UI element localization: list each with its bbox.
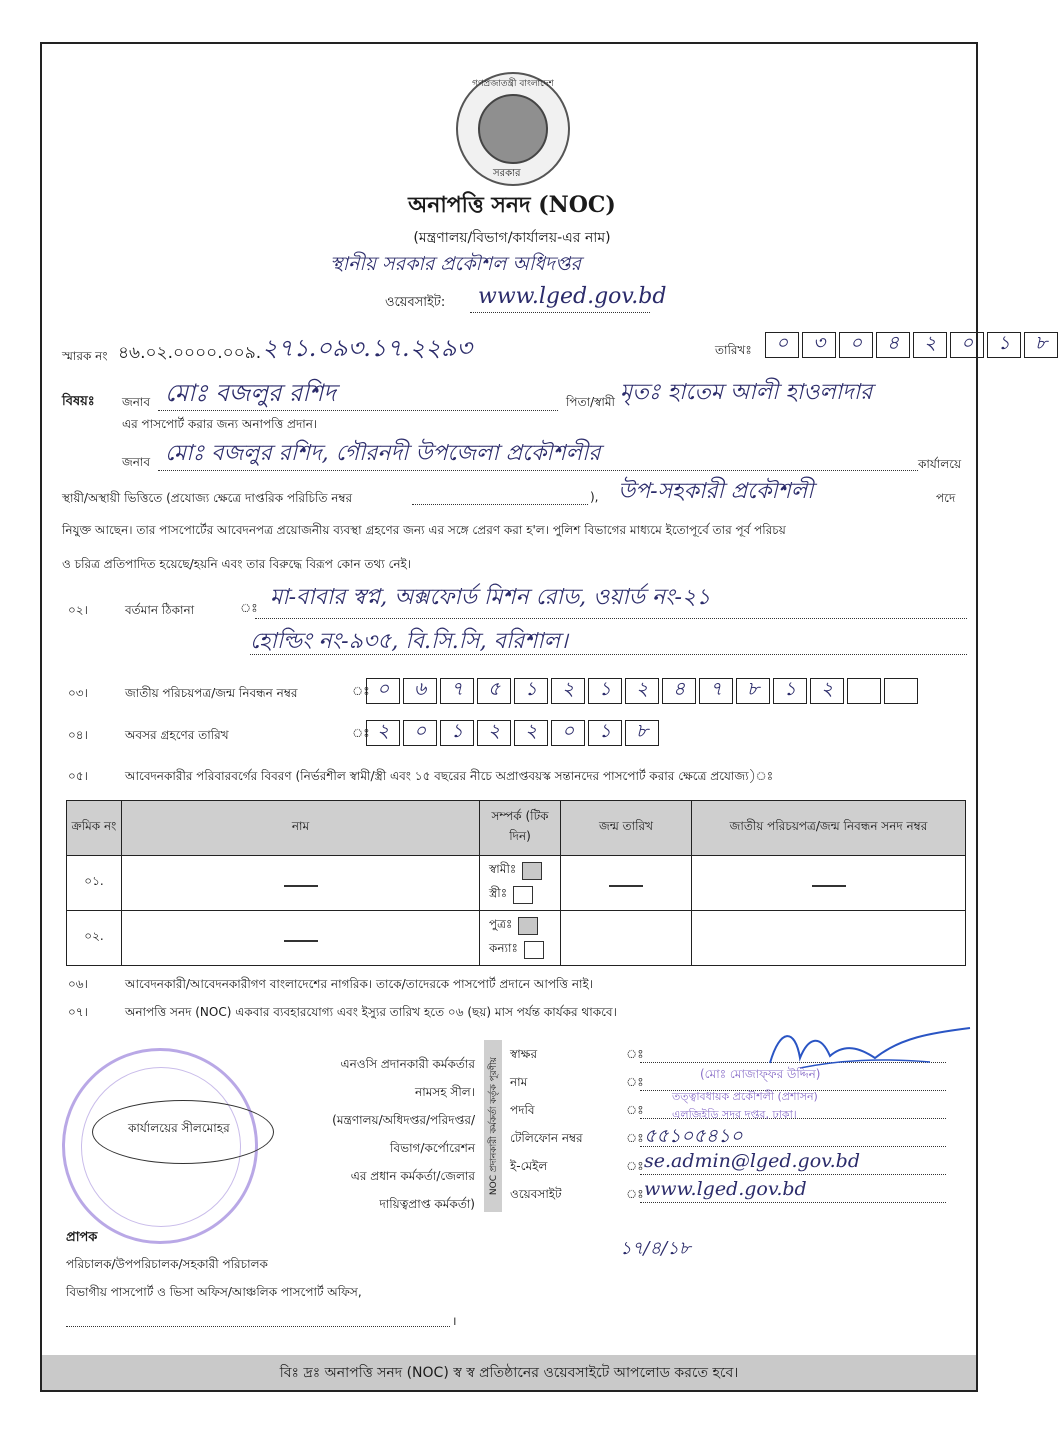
row1-dob [561, 856, 692, 911]
col-name: নাম [122, 801, 480, 856]
memo-date-digit-box: ০ [839, 332, 873, 358]
son-checkbox[interactable] [518, 917, 538, 935]
daughter-checkbox[interactable] [524, 941, 544, 959]
signatory-field-label: ওয়েবসাইট [510, 1187, 562, 1201]
item03-colon: ঃ [352, 684, 370, 698]
nid-number-boxes [366, 678, 921, 704]
signatory-field-line [640, 1174, 946, 1175]
signatory-field-label: ই-মেইল [510, 1159, 548, 1173]
item04-label: অবসর গ্রহণের তারিখ [125, 728, 229, 742]
signatory-field-colon: ঃ [626, 1159, 644, 1173]
family-table [66, 800, 966, 966]
nid-digit-box: ২ [551, 678, 585, 704]
memo-date-digit-box: ১ [987, 332, 1021, 358]
nid-digit-box: ১ [773, 678, 807, 704]
nid-digit-box [884, 678, 918, 704]
recipient-line3-dots [66, 1326, 450, 1327]
office-seal-label: কার্যালয়ের সীলমোহর [128, 1121, 230, 1135]
nid-digit-box: ৮ [736, 678, 770, 704]
row2-serial: ০২. [67, 911, 122, 966]
stamp-name: (মোঃ মোজাফ্ফর উদ্দিন) [700, 1067, 821, 1081]
recipient-line3-end: । [452, 1314, 457, 1328]
retire-date-digit-box: ২ [477, 720, 511, 746]
website-label: ওয়েবসাইট: [385, 295, 446, 310]
retire-date-digit-box: ৮ [625, 720, 659, 746]
nid-digit-box: ১ [588, 678, 622, 704]
address-line2-dots [250, 654, 967, 655]
subject-label: বিষয়ঃ [62, 394, 95, 409]
col-dob: জন্ম তারিখ [561, 801, 692, 856]
item03-label: জাতীয় পরিচয়পত্র/জন্ম নিবন্ধন নম্বর [125, 686, 298, 700]
item02-label: বর্তমান ঠিকানা [125, 603, 195, 617]
rel-husband-label: স্বামীঃ [489, 862, 517, 876]
nid-digit-box [847, 678, 881, 704]
memo-date-digit-box: ৩ [802, 332, 836, 358]
retire-date-digit-box: ১ [440, 720, 474, 746]
body-line2: স্থায়ী/অস্থায়ী ভিত্তিতে (প্রযোজ্য ক্ষেত্রে দাপ্তরিক পরিচিতি নম্বর [62, 491, 353, 505]
pode-label: পদে [936, 491, 956, 505]
memo-printed: ৪৬.০২.০০০০.০০৯. [118, 343, 262, 363]
recipient-line1: পরিচালক/উপপরিচালক/সহকারী পরিচালক [66, 1257, 268, 1271]
signatory-field-colon: ঃ [626, 1103, 644, 1117]
item04-colon: ঃ [352, 726, 370, 740]
body-para: নিযুক্ত আছেন। তার পাসপোর্টের আবেদনপত্র প্রয়োজনীয় ব্যবস্থা গ্রহণের জন্য এর সঙ্গে প্রেরণ করা হ'ল। পুলিশ বিভাগের মাধ্যমে ইতোপূর্বে তার পূর্ব পরিচয় [62, 523, 786, 537]
nid-digit-box: ৫ [477, 678, 511, 704]
retire-date-digit-box: ২ [366, 720, 400, 746]
government-emblem [456, 72, 570, 186]
memo-label: স্মারক নং [62, 349, 108, 363]
item04-num: ০৪। [68, 728, 88, 742]
item05-num: ০৫। [68, 769, 88, 783]
row2-dob [561, 911, 692, 966]
memo-date-digit-box: ৪ [876, 332, 910, 358]
memo-date-digit-box: ০ [950, 332, 984, 358]
note07-num: ০৭। [68, 1005, 88, 1019]
signatory-field-label: টেলিফোন নম্বর [510, 1131, 583, 1145]
note06-num: ০৬। [68, 977, 88, 991]
retirement-date-boxes [366, 720, 662, 746]
signatory-line-3: (মন্ত্রণালয়/অধিদপ্তর/পরিদপ্তর/ [332, 1113, 475, 1127]
initial-date: ১৭/৪/১৮ [620, 1238, 691, 1259]
footer-text: বিঃ দ্রঃ অনাপত্তি সনদ (NOC) স্ব স্ব প্রতিষ্ঠানের ওয়েবসাইটে আপলোড করতে হবে। [279, 1364, 739, 1381]
signatory-line-4: বিভাগ/কর্পোরেশন [390, 1141, 475, 1155]
signatory-line-5: এর প্রধান কর্মকর্তা/জেলার [350, 1169, 475, 1183]
retire-date-digit-box: ০ [551, 720, 585, 746]
karyaloy-label: কার্যালয়ে [918, 457, 962, 471]
memo-date-digit-box: ২ [913, 332, 947, 358]
body-name: মোঃ বজলুর রশিদ, গৌরনদী উপজেলা প্রকৌশলীর [165, 441, 601, 466]
note07: অনাপত্তি সনদ (NOC) একবার ব্যবহারযোগ্য এবং ইস্যুর তারিখ হতে ০৬ (ছয়) মাস পর্যন্ত কার্যকর থাকবে। [125, 1005, 617, 1019]
memo-date-digit-box: ০ [765, 332, 799, 358]
col-serial: ক্রমিক নং [67, 801, 122, 856]
signatory-field-value: www.lged.gov.bd [644, 1178, 807, 1200]
row1-name [122, 856, 480, 911]
body-name-line [158, 470, 918, 471]
date-label: তারিখঃ [715, 343, 752, 357]
rel-wife-label: স্ত্রীঃ [489, 886, 508, 900]
signatory-field-colon: ঃ [626, 1187, 644, 1201]
stamp-designation: তত্ত্বাবধায়ক প্রকৌশলী (প্রশাসন) [672, 1090, 818, 1103]
noc-strip-text: NOC প্রদানকারী কর্মকর্তা কর্তৃক পূরণীয় [488, 1056, 499, 1196]
signatory-line-1: এনওসি প্রদানকারী কর্মকর্তার [340, 1057, 475, 1071]
address-line1: মা-বাবার স্বপ্ন, অক্সফোর্ড মিশন রোড, ওয়ার্ড নং-২১ [270, 585, 711, 610]
nid-digit-box: ২ [625, 678, 659, 704]
father-label: পিতা/স্বামী [566, 395, 615, 409]
signatory-field-value: ৫৫১০৫৪১০ [644, 1125, 743, 1147]
id-number-line [412, 504, 588, 505]
stamp-office: এলজিইডি সদর দপ্তর, ঢাকা। [672, 1108, 797, 1121]
nid-digit-box: ৭ [440, 678, 474, 704]
item05-label: আবেদনকারীর পরিবারবর্গের বিবরণ (নির্ভরশীল স্বামী/স্ত্রী এবং ১৫ বছরের নীচে অপ্রাপ্তবয়স্ক সন্তানদের পাসপোর্ট করার ক্ষেত্রে প্রযোজ্য)ঃ [125, 769, 774, 783]
signatory-field-label: পদবি [510, 1103, 535, 1117]
body-line2-end: ), [590, 490, 599, 504]
website-value: www.lged.gov.bd [478, 284, 667, 309]
memo-date-boxes [765, 332, 1061, 358]
signatory-line-6: দায়িত্বপ্রাপ্ত কর্মকর্তা) [379, 1197, 475, 1211]
recipient-title: প্রাপক [66, 1230, 98, 1245]
retire-date-digit-box: ০ [403, 720, 437, 746]
row2-nid [692, 911, 966, 966]
rel-daughter-label: কন্যাঃ [489, 941, 518, 955]
address-line1-dots [255, 618, 967, 619]
nid-digit-box: ২ [810, 678, 844, 704]
body-janab: জনাব [122, 455, 151, 469]
signatory-field-label: নাম [510, 1075, 528, 1089]
address-line2: হোল্ডিং নং-৯৩৫, বি.সি.সি, বরিশাল। [250, 629, 568, 654]
designation: উপ-সহকারী প্রকৌশলী [618, 479, 814, 504]
item02-num: ০২। [68, 603, 88, 617]
retire-date-digit-box: ২ [514, 720, 548, 746]
office-name: স্থানীয় সরকার প্রকৌশল অধিদপ্তর [330, 253, 581, 275]
signatory-field-colon: ঃ [626, 1047, 644, 1061]
page-title: অনাপত্তি সনদ (NOC) [408, 192, 616, 218]
memo-handwritten: ২৭১.০৯৩.১৭.২২৯৩ [262, 334, 473, 362]
emblem-ring-text: গণপ্রজাতন্ত্রী বাংলাদেশ [472, 79, 554, 89]
website-underline [470, 312, 650, 313]
nid-digit-box: ৬ [403, 678, 437, 704]
col-relation: সম্পর্ক (টিক দিন) [480, 801, 561, 856]
memo-date-digit-box: ৮ [1024, 332, 1058, 358]
row1-relation [480, 856, 561, 911]
table-header-row [67, 801, 966, 856]
rel-son-label: পুত্রঃ [489, 917, 513, 931]
subject-name-line [158, 410, 558, 411]
signatory-line-2: নামসহ সীল। [415, 1085, 475, 1099]
item02-colon: ঃ [240, 601, 258, 615]
signatory-field-value: se.admin@lged.gov.bd [644, 1150, 860, 1172]
nid-digit-box: ১ [514, 678, 548, 704]
noc-vertical-strip [484, 1040, 502, 1212]
subject-name: মোঃ বজলুর রশিদ [165, 379, 336, 407]
table-row [67, 911, 966, 966]
nid-digit-box: ৪ [662, 678, 696, 704]
emblem-bottom-text: সরকার [493, 168, 521, 179]
recipient-line2: বিভাগীয় পাসপোর্ট ও ভিসা অফিস/আঞ্চলিক পাসপোর্ট অফিস, [66, 1285, 362, 1299]
subject-purpose: এর পাসপোর্ট করার জন্য অনাপত্তি প্রদান। [122, 417, 318, 431]
page-subtitle: (মন্ত্রণালয়/বিভাগ/কার্যালয়-এর নাম) [413, 230, 611, 246]
body-para2: ও চরিত্র প্রতিপাদিত হয়েছে/হয়নি এবং তার বিরুদ্ধে বিরূপ কোন তথ্য নেই। [62, 557, 412, 571]
row2-name [122, 911, 480, 966]
row1-serial: ০১. [67, 856, 122, 911]
row1-nid [692, 856, 966, 911]
signatory-field-colon: ঃ [626, 1075, 644, 1089]
col-nid: জাতীয় পরিচয়পত্র/জন্ম নিবন্ধন সনদ নম্বর [692, 801, 966, 856]
husband-checkbox[interactable] [522, 862, 542, 880]
father-name: মৃতঃ হাতেম আলী হাওলাদার [620, 380, 873, 405]
emblem-map-icon [478, 94, 548, 164]
signatory-field-colon: ঃ [626, 1131, 644, 1145]
nid-digit-box: ৭ [699, 678, 733, 704]
subject-janab: জনাব [122, 395, 151, 409]
wife-checkbox[interactable] [513, 886, 533, 904]
table-row [67, 856, 966, 911]
item03-num: ০৩। [68, 686, 88, 700]
signatory-field-line [640, 1202, 946, 1203]
signatory-field-label: স্বাক্ষর [510, 1047, 538, 1061]
row2-relation [480, 911, 561, 966]
note06: আবেদনকারী/আবেদনকারীগণ বাংলাদেশের নাগরিক। তাকে/তাদেরকে পাসপোর্ট প্রদানে আপত্তি নাই। [125, 977, 594, 991]
retire-date-digit-box: ১ [588, 720, 622, 746]
footer-note [42, 1355, 976, 1390]
nid-digit-box: ০ [366, 678, 400, 704]
